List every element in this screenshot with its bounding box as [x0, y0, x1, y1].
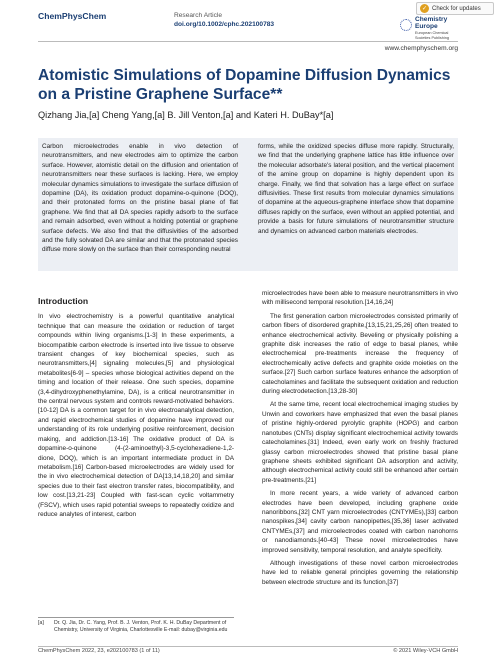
- eu-stars-icon: [400, 19, 412, 31]
- check-updates-button[interactable]: [416, 2, 494, 15]
- body-column-left: [38, 297, 234, 523]
- abstract-column-left: Carbon microelectrodes enable in vivo detection of neurotransmitters, and new electrodes aim to optimize the carbon surface. However, atomistic detail on the diffusion and orientation of neurotransmitters near these surfaces is lacking. Here, we employ molecular dynamics simulations to investigate the surface diffusion of dopamine (DA), its oxidation product dopamine-o-quinone (DOQ), and their protonated forms on the pristine basal plane of flat graphene. We find that all DA species rapidly adsorb to the surface and remain adsorbed, even without a holding potential or graphene surface defects. We also find that the diffusivities of the adsorbed and the fully solvated DA are similar and that the protonated species diffuse more slowly on the surface than their corresponding neutral: [42, 143, 238, 254]
- footnote-affiliation: [38, 620, 234, 634]
- journal-website[interactable]: www.chemphyschem.org: [384, 45, 458, 52]
- intro-paragraph-4: At the same time, recent local electrochemical imaging studies by Unwin and coworkers have emphasized that even the basal planes of pristine highly-ordered pyrolytic graphite (HOPG) and carbon nanotubes (CNTs) display significant electrochemical activity towards catecholamines.[31] Indeed, even early work on freshly fractured glassy carbon microelectrodes showed that pristine basal plane graphene sheets exhibited significant DA adsorption and activity, although electrochemical activity could still be enhanced after certain pre-treatments.[21]: [262, 401, 458, 484]
- section-heading-introduction: Introduction: [38, 296, 89, 306]
- author-list: Qizhang Jia,[a] Cheng Yang,[a] B. Jill Venton,[a] and Kateri H. DuBay*[a]: [38, 110, 334, 120]
- footnote-text: Dr. Q. Jia, Dr. C. Yang, Prof. B. J. Venton, Prof. K. H. DuBay Department of Chemistry, University of Virginia, Charlottesville E-mail: dubay@virginia.edu: [54, 620, 228, 633]
- journal-name: ChemPhysChem: [38, 11, 107, 21]
- footnotes: [38, 620, 234, 636]
- footnote-rule: [38, 617, 234, 618]
- publisher-brand-2: Europe: [415, 22, 438, 30]
- publisher-sub-2: Societies Publishing: [415, 36, 449, 41]
- publisher-brand: Chemistry: [415, 16, 448, 23]
- intro-paragraph-2: microelectrodes have been able to measure neurotransmitters in vivo with millisecond temporal resolution.[14,16,24]: [262, 290, 458, 307]
- intro-paragraph-5: In more recent years, a wide variety of advanced carbon electrodes have been developed, including graphene oxide nanoribbons,[32] CNT yarn microelectrodes (CNTYMEs),[33] carbon nanospikes,[34] cavity carbon nanopipettes,[35,36] laser activated CNTYMEs,[37] and microelectrodes coated with carbon nanohorns or nanodiamonds.[40-43] These novel microelectrodes have improved sensitivity, temporal resolution, and analyte specificity.: [262, 490, 458, 554]
- check-updates-icon: ✓: [421, 5, 428, 12]
- abstract-column-right: forms, while the oxidized species diffuse more rapidly. Structurally, we find that the underlying graphene lattice has little influence over the molecular adsorbate's lateral position, and the vertical placement of the amine group on dopamine is highly dependent upon its charge. Finally, we find that solvation has a large effect on surface diffusivities. These first results from molecular dynamics simulations of dopamine at the aqueous-graphene interface show that dopamine diffuses rapidly on the surface, even without an applied potential, and provide a basis for future simulations of neurotransmitter structure and dynamics on advanced carbon materials electrodes.: [258, 143, 454, 235]
- article-type: Research Article: [174, 12, 223, 19]
- check-updates-label: Check for updates: [432, 5, 481, 12]
- page-footer-copyright: © 2021 Wiley-VCH GmbH: [393, 648, 458, 654]
- intro-paragraph-6: Although investigations of these novel carbon microelectrodes have led to reliable general principles governing the relationship between electrode structure and its function,[37]: [262, 559, 458, 586]
- abstract-box: [38, 138, 458, 271]
- chemistry-europe-logo: [400, 17, 449, 41]
- intro-paragraph-1: In vivo electrochemistry is a powerful quantitative analytical technique that can measure the oxidation or reduction of target compounds within living organisms.[1-3] In these experiments, a biocompatible carbon electrode is inserted into live tissue to observe transient changes of key biochemical species, such as neurotransmitters,[4] signaling molecules,[5] and physiological metabolites[6-9] – species whose biological activities depend on the timing and location of their release. One such species, dopamine (3,4-dihydroxyphenethylamine, DA), is a critical neurotransmitter in the central nervous system and controls reward-motivated behaviors.[10-12] DA is a common target for in vivo electroanalytical detection, and rapid electrochemical studies of dopamine have improved our understanding of its role underlying positive reinforcement, decision making, and addiction.[13-16] The oxidative product of DA is dopamine-o-quinone (4-(2-aminoethyl)-3,5-cyclohexadiene-1,2-dione, DOQ), which is an important intermediate product in DA metabolism.[16] Carbon-based microelectrodes are widely used for the in vivo electrochemical detection of DA[13,14,18,20] and similar species due to their fast electron transfer rates, biocompatibility, and low cost.[13,21-23] Coupled with fast-scan cyclic voltammetry (FSCV), which uses rapid potential sweeps to repeatedly oxidize and reduce analytes of interest, carbon: [38, 313, 234, 518]
- footer-rule: [38, 646, 458, 647]
- publisher-sub-1: European Chemical: [415, 31, 449, 36]
- footnote-mark: [a]: [38, 620, 44, 626]
- body-column-right: [262, 289, 458, 591]
- intro-paragraph-3: The first generation carbon microelectrodes consisted primarily of carbon fibers of disordered graphite,[13,15,21,25,26] often treated to enhance electrochemical activity. Beveling or physically polishing a graphite disk increases the ratio of edge to basal planes, while electrochemical pre-treatments increase the frequency of electrochemically active defects and graphite oxide moieties on the surface.[27] Such carbon surface features enhance the adsorption of catecholamines and facilitate the subsequent oxidation and reduction during electrodetection.[13,28-30]: [262, 312, 458, 396]
- header-rule: [38, 41, 458, 42]
- page-footer-citation: ChemPhysChem 2022, 23, e202100783 (1 of 11): [38, 648, 160, 654]
- article-title: Atomistic Simulations of Dopamine Diffusion Dynamics on a Pristine Graphene Surface**: [38, 67, 451, 103]
- doi-link[interactable]: doi.org/10.1002/cphc.202100783: [174, 21, 275, 28]
